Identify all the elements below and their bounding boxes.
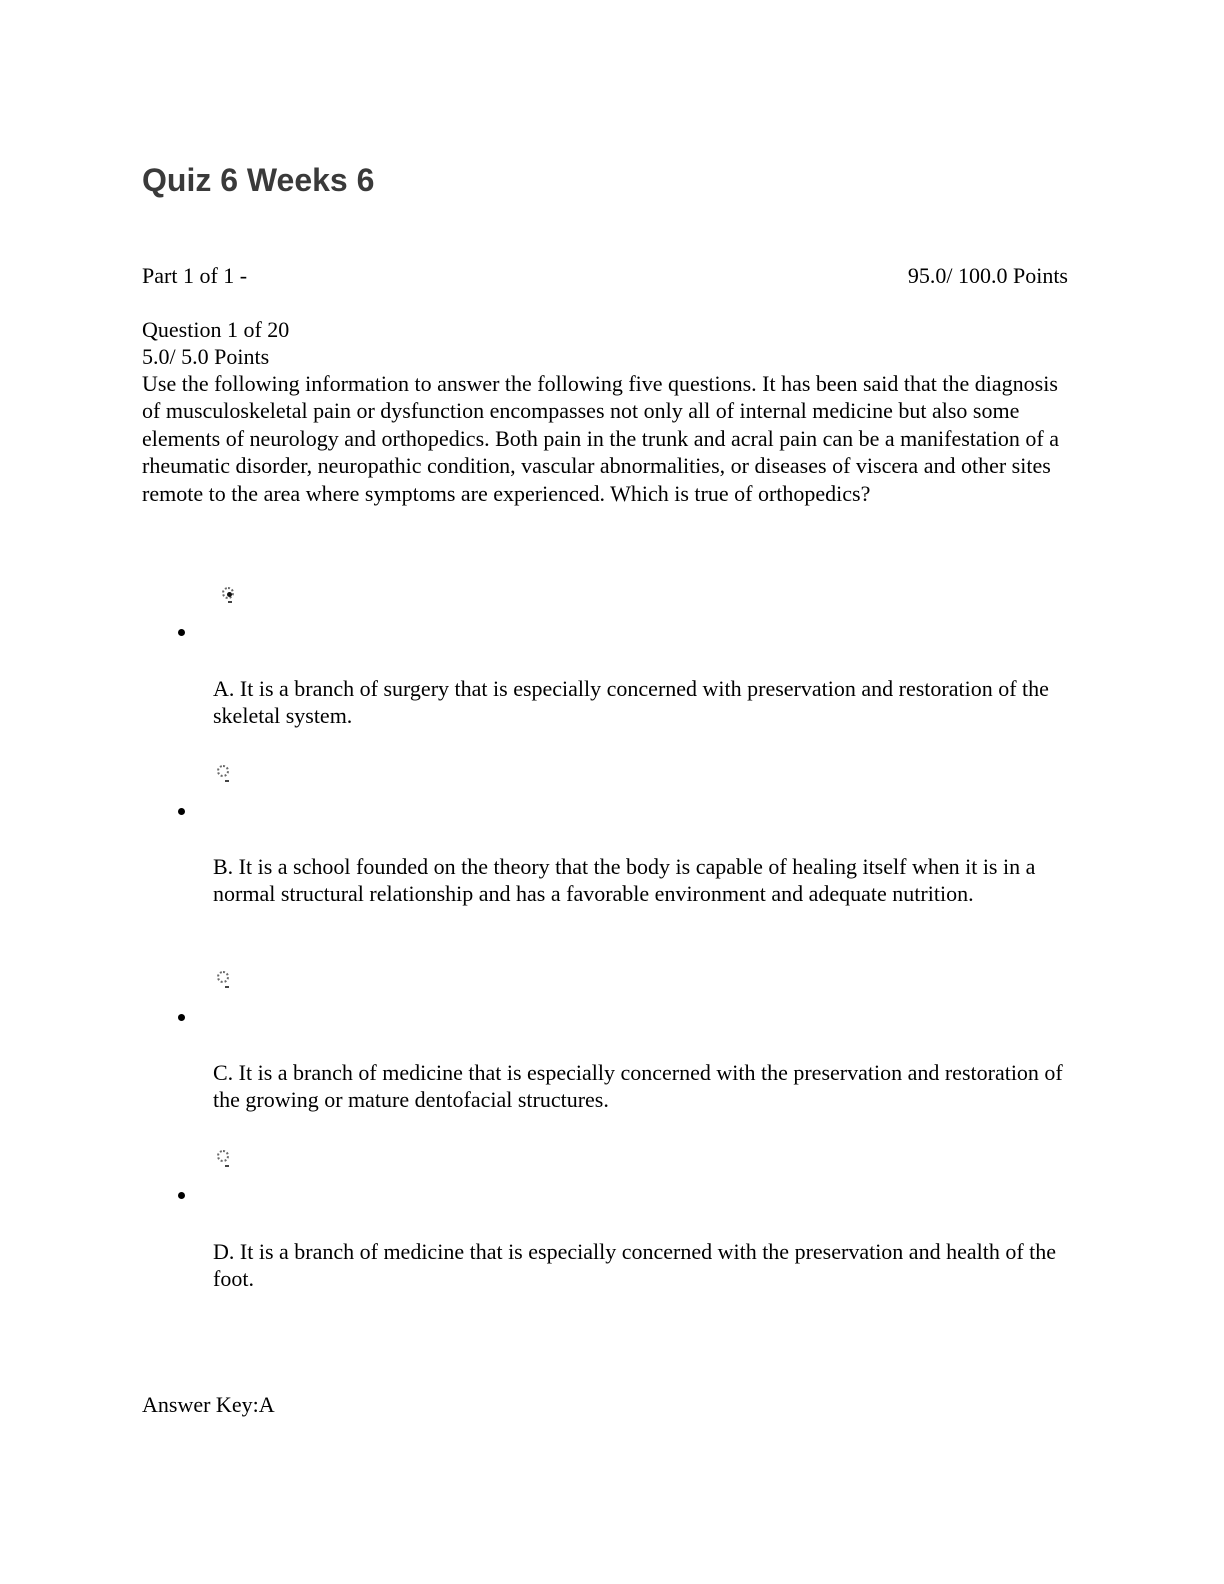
option-a-radio-icon[interactable]: [222, 587, 234, 599]
bullet-icon: [178, 808, 185, 815]
part-points: 95.0/ 100.0 Points: [907, 263, 1068, 288]
bullet-icon: [178, 1192, 185, 1199]
option-a-text[interactable]: A. It is a branch of surgery that is especially concerned with preservation and restoration of the skeletal system.: [213, 676, 1049, 729]
radio-mark-icon: [228, 601, 232, 603]
bullet-icon: [178, 629, 185, 636]
radio-mark-icon: [225, 780, 229, 782]
option-b-text[interactable]: B. It is a school founded on the theory that the body is capable of healing itself when it is in a normal structural relationship and has a favorable environment and adequate nutrition.: [213, 854, 1036, 907]
option-c-text[interactable]: C. It is a branch of medicine that is especially concerned with the preservation and restoration of the growing or mature dentofacial structures.: [213, 1060, 1063, 1113]
option-d-radio-icon[interactable]: [217, 1150, 229, 1162]
option-c-radio-icon[interactable]: [217, 971, 229, 983]
part-label: Part 1 of 1 -: [142, 263, 248, 288]
question-number: Question 1 of 20: [142, 317, 290, 342]
page-title: Quiz 6 Weeks 6: [142, 162, 375, 198]
option-b-radio-icon[interactable]: [217, 765, 229, 777]
option-d-text[interactable]: D. It is a branch of medicine that is especially concerned with the preservation and health of the foot.: [213, 1239, 1057, 1292]
bullet-icon: [178, 1014, 185, 1021]
question-text: Use the following information to answer the following five questions. It has been said that the diagnosis of musculoskeletal pain or dysfunction encompasses not only all of internal medicine but also some elements of neurology and orthopedics. Both pain in the trunk and acral pain can be a manifestation of a rheumatic disorder, neuropathic condition, vascular abnormalities, or diseases of viscera and other sites remote to the area where symptoms are experienced. Which is true of orthopedics?: [142, 371, 1059, 506]
question-points: 5.0/ 5.0 Points: [142, 344, 270, 369]
answer-key: Answer Key:A: [142, 1392, 275, 1417]
radio-mark-icon: [225, 1165, 229, 1167]
radio-mark-icon: [225, 986, 229, 988]
